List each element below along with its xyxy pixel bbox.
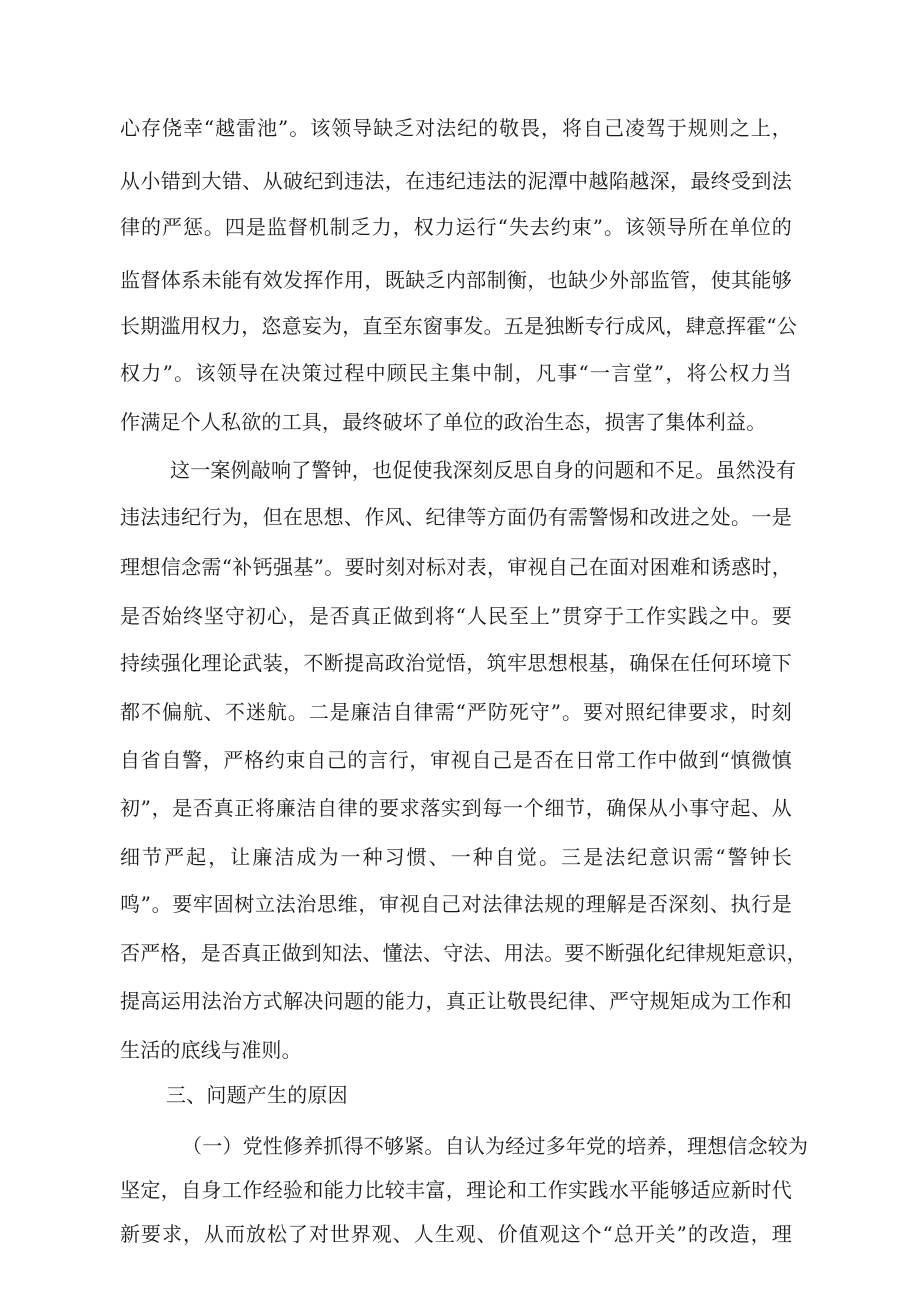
paragraph-1-line-3: 律的严惩。四是监督机制乏力，权力运行“失去约束”。该领导所在单位的: [120, 215, 792, 239]
paragraph-3-line-1: （一）党性修养抓得不够紧。自认为经过多年党的培养，理想信念较为: [182, 1134, 809, 1158]
paragraph-2-line-2: 违法违纪行为，但在思想、作风、纪律等方面仍有需警惕和改进之处。一是: [120, 505, 792, 529]
paragraph-1-line-5: 长期滥用权力，恣意妄为，直至东窗事发。五是独断专行成风，肆意挥霍“公: [120, 314, 798, 338]
paragraph-2-line-3: 理想信念需“补钙强基”。要时刻对标对表，审视自己在面对困难和诱惑时，: [120, 555, 792, 579]
section-heading: 三、问题产生的原因: [166, 1083, 348, 1107]
paragraph-2-line-4: 是否始终坚守初心，是否真正做到将“人民至上”贯穿于工作实践之中。要: [120, 604, 792, 628]
paragraph-3-line-3: 新要求，从而放松了对世界观、人生观、价值观这个“总开关”的改造，理: [120, 1222, 792, 1246]
paragraph-2-line-10: 鸣”。要牢固树立法治思维，审视自己对法律法规的理解是否深刻、执行是: [120, 892, 792, 916]
paragraph-2-line-6: 都不偏航、不迷航。二是廉洁自律需“严防死守”。要对照纪律要求，时刻: [120, 700, 792, 724]
paragraph-2-line-5: 持续强化理论武装，不断提高政治觉悟，筑牢思想根基，确保在任何环境下: [120, 651, 792, 675]
paragraph-1-line-7: 作满足个人私欲的工具，最终破坏了单位的政治生态，损害了集体利益。: [120, 410, 767, 434]
paragraph-3-line-2: 坚定，自身工作经验和能力比较丰富，理论和工作实践水平能够适应新时代: [120, 1178, 792, 1202]
paragraph-2-line-7: 自省自警，严格约束自己的言行，审视自己是否在日常工作中做到“慎微慎: [120, 748, 792, 772]
paragraph-2-line-8: 初”，是否真正将廉洁自律的要求落实到每一个细节，确保从小事守起、从: [120, 796, 792, 820]
paragraph-1-line-4: 监督体系未能有效发挥作用，既缺乏内部制衡，也缺少外部监管，使其能够: [120, 268, 792, 292]
paragraph-2-line-9: 细节严起，让廉洁成为一种习惯、一种自觉。三是法纪意识需“警钟长: [120, 845, 792, 869]
paragraph-2-line-13: 生活的底线与准则。: [120, 1038, 302, 1062]
paragraph-1-line-1: 心存侥幸“越雷池”。该领导缺乏对法纪的敬畏，将自己凌驾于规则之上，: [120, 116, 792, 140]
paragraph-2-line-1: 这一案例敲响了警钟，也促使我深刻反思自身的问题和不足。虽然没有: [170, 458, 797, 482]
paragraph-2-line-12: 提高运用法治方式解决问题的能力，真正让敬畏纪律、严守规矩成为工作和: [120, 989, 792, 1013]
paragraph-1-line-2: 从小错到大错、从破纪到违法，在违纪违法的泥潭中越陷越深，最终受到法: [120, 169, 792, 193]
paragraph-1-line-6: 权力”。该领导在决策过程中顾民主集中制，凡事“一言堂”，将公权力当: [120, 361, 792, 385]
paragraph-2-line-11: 否严格，是否真正做到知法、懂法、守法、用法。要不断强化纪律规矩意识，: [120, 941, 807, 965]
